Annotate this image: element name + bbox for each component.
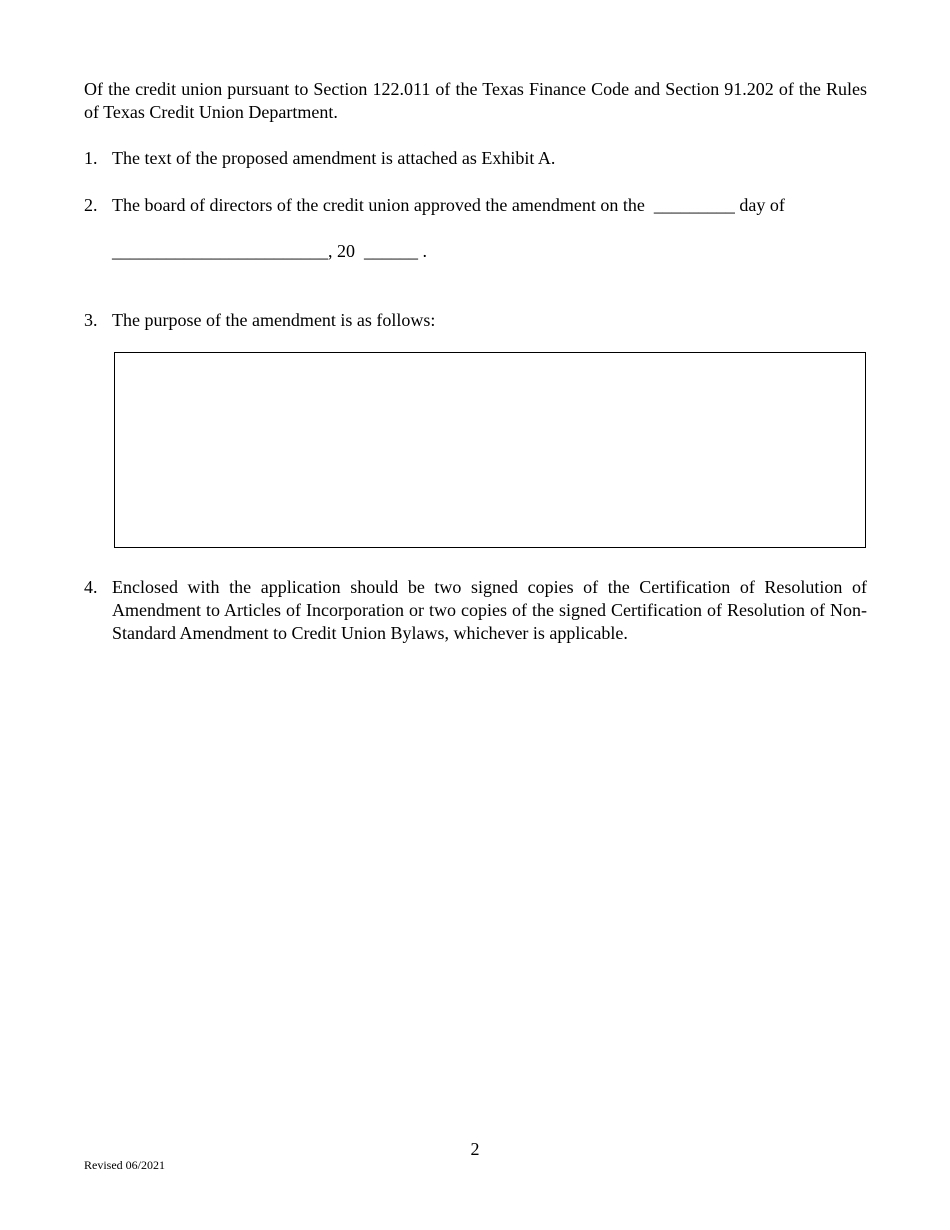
date-line	[112, 240, 427, 263]
intro-paragraph: Of the credit union pursuant to Section 122.011 of the Texas Finance Code and Section 91.202 of the Rules of Texas Credit Union Department.	[84, 79, 867, 122]
item-number: 3.	[84, 310, 98, 330]
revised-date: Revised 06/2021	[84, 1158, 165, 1172]
item-number: 1.	[84, 148, 98, 168]
item-number: 2.	[84, 195, 98, 215]
item-text: Enclosed with the application should be two signed copies of the Certification of Resolution of Amendment to Articles of Incorporation or two copies of the signed Certification of Resolution of Non-Standard Amendment to Credit Union Bylaws, whichever is applicable.	[112, 577, 867, 643]
item-text	[112, 194, 867, 217]
year-suffix: .	[422, 241, 427, 261]
year-prefix: , 20	[328, 241, 355, 261]
year-blank-field[interactable]: ______	[364, 241, 418, 261]
month-blank-field[interactable]: ________________________	[112, 241, 328, 261]
purpose-text-box[interactable]	[114, 352, 866, 548]
day-of-text: day of	[739, 195, 785, 215]
item-number: 4.	[84, 577, 98, 597]
approval-text: The board of directors of the credit union approved the amendment on the	[112, 195, 645, 215]
day-blank-field[interactable]: _________	[653, 195, 735, 215]
item-text: The purpose of the amendment is as follows:	[112, 310, 436, 330]
page-number: 2	[470, 1139, 480, 1159]
item-text: The text of the proposed amendment is attached as Exhibit A.	[112, 148, 556, 168]
